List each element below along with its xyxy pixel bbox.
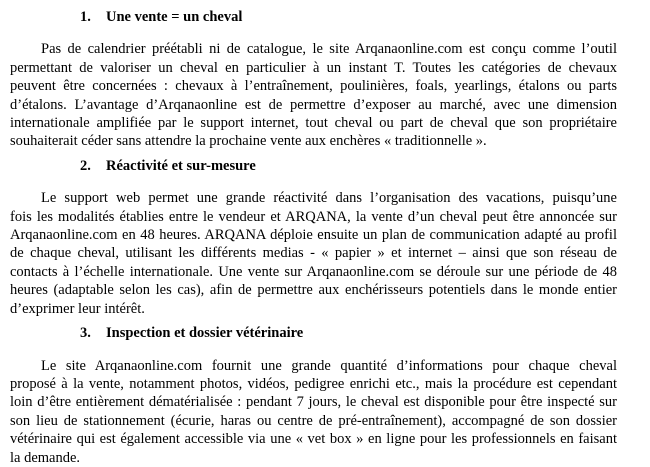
text-line: heures (adaptable selon les cas), afin de permettre aux enchérisseurs potentiels dans le monde entier (10, 282, 617, 299)
paragraph (10, 357, 617, 467)
section-heading (10, 8, 617, 26)
section-heading (10, 157, 617, 175)
text-line: contacts à l’échelle internationale. Une vente sur Arqanaonline.com se déroule sur une période de 48 (10, 263, 617, 280)
text-line: son lieu de stationnement (écurie, haras ou centre de pré-entraînement), accompagné de son dossier (10, 412, 617, 429)
heading-title: Réactivité et sur-mesure (106, 157, 256, 174)
paragraph (10, 189, 617, 318)
section-1 (10, 8, 617, 151)
text-line: loin d’être entièrement dématérialisée : pendant 7 jours, le cheval est disponible pour être inspecté sur (10, 394, 617, 411)
text-line: la demande. (10, 449, 81, 466)
text-line: d’étalons. L’avantage d’Arqanaonline est de permettre d’exposer au marché, avec une dimension (10, 96, 617, 113)
text-line: fois les modalités établies entre le vendeur et ARQANA, la vente d’un cheval peut être annoncée sur (10, 208, 617, 225)
text-line: proposé à la vente, notamment photos, vidéos, pedigree enrichi etc., mais la procédure est cependant (10, 375, 617, 392)
text-line: permettant de valoriser un cheval en particulier à un instant T. Toutes les catégories de chevaux (10, 59, 617, 76)
heading-number: 1. (80, 9, 91, 25)
text-line: peuvent être concernées : chevaux à l’entraînement, poulinières, foals, yearlings, étalons ou parts (10, 78, 617, 95)
text-line: Arqanaonline.com en 48 heures. ARQANA déploie ensuite un plan de communication adapté au profil (10, 227, 617, 244)
section-2 (10, 157, 617, 318)
text-line: d’exprimer leur intérêt. (10, 300, 145, 317)
heading-number: 2. (80, 157, 91, 174)
section-heading (10, 324, 617, 342)
heading-title: Inspection et dossier vétérinaire (106, 325, 304, 342)
text-line: Le support web permet une grande réactivité dans l’organisation des vacations, puisqu’une (41, 190, 617, 207)
text-line: internationale amplifiée par le support internet, tout cheval ou part de cheval que son propriétaire (10, 115, 617, 132)
text-line: de chaque cheval, utilisant les différents medias - « papier » et internet – ainsi que son réseau de (10, 245, 617, 262)
text-line: Pas de calendrier préétabli ni de catalogue, le site Arqanaonline.com est conçu comme l’outil (41, 41, 617, 58)
text-line: Le site Arqanaonline.com fournit une grande quantité d’informations pour chaque cheval (41, 357, 617, 374)
section-3 (10, 324, 617, 467)
heading-number: 3. (80, 325, 91, 342)
text-line: vétérinaire qui est également accessible via une « vet box » en ligne pour les professionnels en faisant (10, 431, 617, 448)
heading-title: Une vente = un cheval (106, 9, 243, 25)
text-line: souhaiterait céder sans attendre la prochaine vente aux enchères « traditionnelle ». (10, 133, 487, 150)
paragraph (10, 40, 617, 150)
